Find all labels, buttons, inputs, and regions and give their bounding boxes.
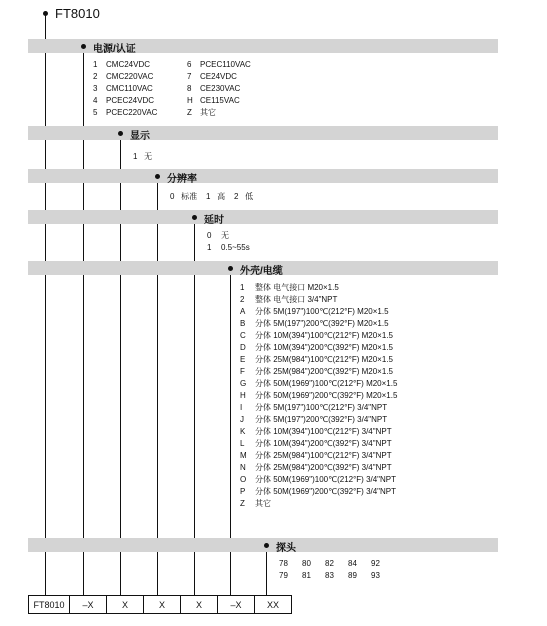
section-heading-housing-cable: 外壳/电缆 xyxy=(240,266,283,277)
display-option-line: 1 无 xyxy=(133,152,153,161)
code-box-display: X xyxy=(106,595,144,614)
list-item: N 分体 25M(984")200℃(392°F) 3/4"NPT xyxy=(240,463,392,472)
connector-line-4 xyxy=(157,176,158,595)
list-item: H 分体 50M(1969")200℃(392°F) M20×1.5 xyxy=(240,391,398,400)
list-item: P 分体 50M(1969")200℃(392°F) 3/4"NPT xyxy=(240,487,397,496)
list-item: 4 PCEC24VDC H CE115VAC xyxy=(93,96,240,105)
code-box-probe: XX xyxy=(254,595,292,614)
section-band-display xyxy=(28,126,498,140)
section-heading-delay: 延时 xyxy=(204,215,224,226)
list-item: C 分体 10M(394")100℃(212°F) M20×1.5 xyxy=(240,331,393,340)
list-item: J 分体 5M(197")200℃(392°F) 3/4"NPT xyxy=(240,415,388,424)
section-bullet-icon xyxy=(192,215,197,220)
list-item: D 分体 10M(394")200℃(392°F) M20×1.5 xyxy=(240,343,393,352)
list-item: 79 81 83 89 93 xyxy=(279,571,380,580)
list-item: 2 整体 电气接口 3/4"NPT xyxy=(240,295,338,304)
housing-cable-option-list xyxy=(240,282,397,510)
section-band-probe xyxy=(28,538,498,552)
code-box-model: FT8010 xyxy=(28,595,70,614)
connector-line-1 xyxy=(45,14,46,595)
section-bullet-icon xyxy=(264,543,269,548)
list-item: G 分体 50M(1969")100℃(212°F) M20×1.5 xyxy=(240,379,398,388)
code-box-resolution: X xyxy=(143,595,181,614)
list-item: 78 80 82 84 92 xyxy=(279,559,380,568)
connector-line-3 xyxy=(120,133,121,595)
list-item: K 分体 10M(394")100℃(212°F) 3/4"NPT xyxy=(240,427,392,436)
connector-line-7 xyxy=(266,545,267,595)
probe-code-grid xyxy=(279,558,380,582)
section-bullet-icon xyxy=(118,131,123,136)
list-item: 3 CMC110VAC 8 CE230VAC xyxy=(93,84,241,93)
resolution-option-line: 0 标准 1 高 2 低 xyxy=(170,192,254,201)
list-item: L 分体 10M(394")200℃(392°F) 3/4"NPT xyxy=(240,439,392,448)
list-item: Z 其它 xyxy=(240,499,271,508)
list-item: F 分体 25M(984")200℃(392°F) M20×1.5 xyxy=(240,367,393,376)
list-item: A 分体 5M(197")100℃(212°F) M20×1.5 xyxy=(240,307,389,316)
section-band-resolution xyxy=(28,169,498,183)
list-item: 1 整体 电气接口 M20×1.5 xyxy=(240,283,339,292)
list-item: 0 无 xyxy=(207,231,229,240)
page-title: FT8010 xyxy=(55,6,100,21)
list-item: 2 CMC220VAC 7 CE24VDC xyxy=(93,72,237,81)
list-item: B 分体 5M(197")200℃(392°F) M20×1.5 xyxy=(240,319,389,328)
code-box-delay: X xyxy=(180,595,218,614)
section-bullet-icon xyxy=(155,174,160,179)
list-item: M 分体 25M(984")100℃(212°F) 3/4"NPT xyxy=(240,451,392,460)
delay-option-list xyxy=(207,230,250,254)
power-option-list xyxy=(93,59,251,119)
section-heading-display: 显示 xyxy=(130,131,150,142)
model-code-boxes xyxy=(28,595,292,614)
list-item: E 分体 25M(984")100℃(212°F) M20×1.5 xyxy=(240,355,393,364)
list-item: 1 CMC24VDC 6 PCEC110VAC xyxy=(93,60,251,69)
section-heading-power: 电源/认证 xyxy=(93,44,136,55)
section-heading-probe: 探头 xyxy=(276,543,296,554)
list-item: I 分体 5M(197")100℃(212°F) 3/4"NPT xyxy=(240,403,388,412)
code-box-power: –X xyxy=(69,595,107,614)
section-heading-resolution: 分辨率 xyxy=(167,174,197,185)
list-item: 5 PCEC220VAC Z 其它 xyxy=(93,108,216,117)
section-bullet-icon xyxy=(81,44,86,49)
list-item: 1 0.5~55s xyxy=(207,243,250,252)
list-item: O 分体 50M(1969")100℃(212°F) 3/4"NPT xyxy=(240,475,397,484)
code-box-housing-cable: –X xyxy=(217,595,255,614)
section-bullet-icon xyxy=(228,266,233,271)
section-band-delay xyxy=(28,210,498,224)
